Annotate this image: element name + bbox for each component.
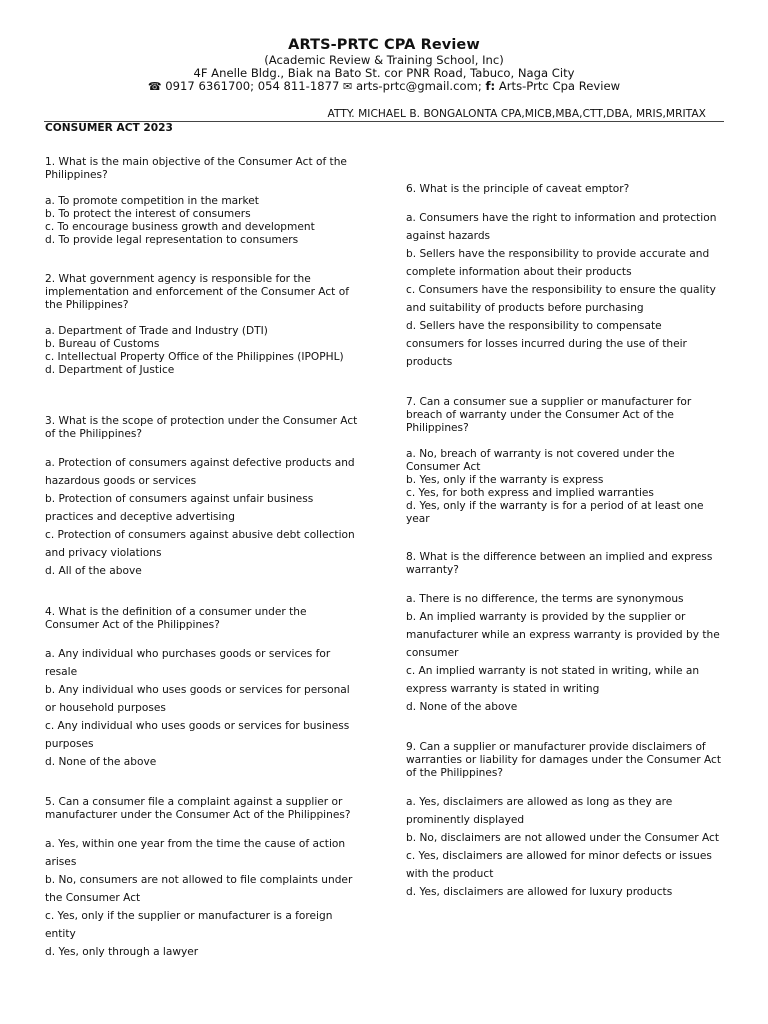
email-address: arts-prtc@gmail.com; xyxy=(355,79,482,93)
answer-option: c. To encourage business growth and development xyxy=(45,221,315,233)
question-stem: 8. What is the difference between an implied and express warranty? xyxy=(406,551,713,576)
answer-option: d. Yes, disclaimers are allowed for luxury products xyxy=(406,886,673,898)
answer-option: d. To provide legal representation to consumers xyxy=(45,234,299,246)
answer-option: d. None of the above xyxy=(45,756,157,768)
answer-option: a. Yes, within one year from the time the cause of action arises xyxy=(45,838,346,868)
document-header xyxy=(0,36,768,93)
answer-option: c. Any individual who uses goods or services for business purposes xyxy=(45,720,350,750)
answer-option: d. Yes, only through a lawyer xyxy=(45,946,199,958)
question-9 xyxy=(406,741,722,901)
phone-icon: ☎ xyxy=(147,80,162,93)
answer-option: a. Any individual who purchases goods or services for resale xyxy=(45,648,331,678)
phone-numbers: 0917 6361700; 054 811-1877 xyxy=(165,79,340,93)
question-stem: 9. Can a supplier or manufacturer provide disclaimers of warranties or liability for damages under the Consumer Act of the Philippines? xyxy=(406,741,721,779)
question-1 xyxy=(45,156,361,247)
answer-option: a. To promote competition in the market xyxy=(45,195,259,207)
answer-option: c. Yes, for both express and implied warranties xyxy=(406,487,654,499)
question-5 xyxy=(45,796,361,961)
answer-option: b. Bureau of Customs xyxy=(45,338,160,350)
facebook-page: Arts-Prtc Cpa Review xyxy=(498,79,621,93)
question-8 xyxy=(406,551,722,716)
answer-option: c. Yes, disclaimers are allowed for minor defects or issues with the product xyxy=(406,850,712,880)
question-stem: 2. What government agency is responsible for the implementation and enforcement of the Consumer Act of the Philippines? xyxy=(45,273,349,311)
answer-option: b. No, disclaimers are not allowed under the Consumer Act xyxy=(406,832,719,844)
answer-option: a. Department of Trade and Industry (DTI) xyxy=(45,325,268,337)
answer-option: b. Protection of consumers against unfair business practices and deceptive advertising xyxy=(45,493,314,523)
answer-option: c. Intellectual Property Office of the Philippines (IPOPHL) xyxy=(45,351,344,363)
answer-option: b. To protect the interest of consumers xyxy=(45,208,251,220)
question-stem: 4. What is the definition of a consumer under the Consumer Act of the Philippines? xyxy=(45,606,307,631)
answer-option: b. An implied warranty is provided by the supplier or manufacturer while an express warranty is provided by the consumer xyxy=(406,611,720,659)
answer-option: a. There is no difference, the terms are synonymous xyxy=(406,593,684,605)
answer-option: c. Protection of consumers against abusive debt collection and privacy violations xyxy=(45,529,355,559)
answer-option: b. Yes, only if the warranty is express xyxy=(406,474,604,486)
question-3 xyxy=(45,415,361,580)
answer-option: a. Protection of consumers against defective products and hazardous goods or services xyxy=(45,457,355,487)
answer-option: b. Sellers have the responsibility to provide accurate and complete information about their products xyxy=(406,248,710,278)
answer-option: a. Consumers have the right to information and protection against hazards xyxy=(406,212,717,242)
contact-line xyxy=(0,80,768,93)
document-title: CONSUMER ACT 2023 xyxy=(45,122,173,134)
envelope-icon: ✉ xyxy=(343,80,353,93)
answer-option: c. An implied warranty is not stated in writing, while an express warranty is stated in writing xyxy=(406,665,700,695)
question-7 xyxy=(406,396,722,526)
question-4 xyxy=(45,606,361,771)
school-title: ARTS-PRTC CPA Review xyxy=(288,37,480,53)
answer-option: a. Yes, disclaimers are allowed as long as they are prominently displayed xyxy=(406,796,673,826)
question-6 xyxy=(406,183,722,371)
answer-option: b. No, consumers are not allowed to file complaints under the Consumer Act xyxy=(45,874,353,904)
answer-option: c. Yes, only if the supplier or manufacturer is a foreign entity xyxy=(45,910,333,940)
question-2 xyxy=(45,273,361,377)
answer-option: d. Yes, only if the warranty is for a period of at least one year xyxy=(406,500,704,525)
answer-option: d. Department of Justice xyxy=(45,364,175,376)
author-line: ATTY. MICHAEL B. BONGALONTA CPA,MICB,MBA,CTT,DBA, MRIS,MRITAX xyxy=(327,108,706,120)
answer-option: b. Any individual who uses goods or services for personal or household purposes xyxy=(45,684,350,714)
question-stem: 6. What is the principle of caveat emptor? xyxy=(406,183,630,195)
school-subtitle: (Academic Review & Training School, Inc) xyxy=(264,53,504,67)
school-address: 4F Anelle Bldg., Biak na Bato St. cor PNR Road, Tabuco, Naga City xyxy=(193,66,575,80)
answer-option: d. All of the above xyxy=(45,565,142,577)
answer-option: c. Consumers have the responsibility to ensure the quality and suitability of products before purchasing xyxy=(406,284,716,314)
answer-option: a. No, breach of warranty is not covered under the Consumer Act xyxy=(406,448,675,473)
answer-option: d. None of the above xyxy=(406,701,518,713)
question-stem: 5. Can a consumer file a complaint against a supplier or manufacturer under the Consumer Act of the Philippines? xyxy=(45,796,351,821)
facebook-label: f: xyxy=(485,79,496,93)
answer-option: d. Sellers have the responsibility to compensate consumers for losses incurred during the use of their products xyxy=(406,320,687,368)
question-stem: 1. What is the main objective of the Consumer Act of the Philippines? xyxy=(45,156,347,181)
question-stem: 7. Can a consumer sue a supplier or manufacturer for breach of warranty under the Consumer Act of the Philippines? xyxy=(406,396,692,434)
question-stem: 3. What is the scope of protection under the Consumer Act of the Philippines? xyxy=(45,415,358,440)
